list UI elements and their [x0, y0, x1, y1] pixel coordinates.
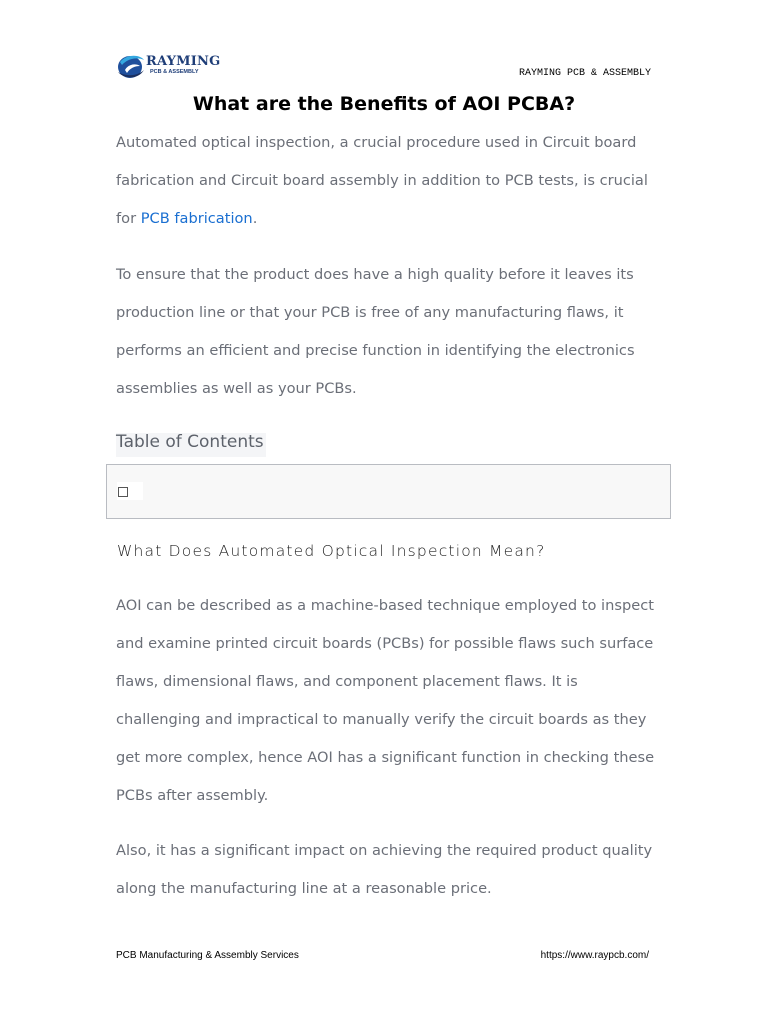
section-heading: What Does Automated Optical Inspection Mean? — [117, 542, 546, 560]
intro-paragraph — [116, 124, 656, 238]
intro-text: Automated optical inspection, a crucial procedure used in Circuit board fabrication and Circuit board assembly in addition to PCB tests, is crucial for — [116, 134, 648, 227]
quality-paragraph: To ensure that the product does have a high quality before it leaves its production line or that your PCB is free of any manufacturing flaws, it performs an efficient and precise function in identifying the electronics assemblies as well as your PCBs. — [116, 266, 635, 397]
rayming-logo-icon — [116, 52, 146, 80]
pcb-fabrication-link[interactable]: PCB fabrication — [140, 210, 253, 227]
quality-impact-paragraph: Also, it has a significant impact on achieving the required product quality along the manufacturing line at a reasonable price. — [116, 842, 653, 897]
toc-toggle-checkbox-icon[interactable] — [118, 487, 128, 497]
footer-services: PCB Manufacturing & Assembly Services — [116, 950, 299, 961]
page-title: What are the Benefits of AOI PCBA? — [192, 93, 576, 115]
toc-heading: Table of Contents — [116, 432, 264, 452]
toc-toggle[interactable] — [117, 482, 143, 500]
aoi-description-paragraph: AOI can be described as a machine-based technique employed to inspect and examine printed circuit boards (PCBs) for possible flaws such surface flaws, dimensional flaws, and component placement flaws. It is challenging and impractical to manually verify the circuit boards as they get more complex, hence AOI has a significant function in checking these PCBs after assembly. — [116, 597, 655, 804]
rayming-logo — [116, 50, 221, 82]
logo-tagline: PCB & ASSEMBLY — [150, 69, 199, 75]
footer-url-link[interactable]: https://www.raypcb.com/ — [540, 950, 649, 961]
header-company-name: RAYMING PCB & ASSEMBLY — [518, 68, 651, 79]
table-of-contents-box — [106, 464, 671, 519]
logo-name: RAYMING — [146, 54, 221, 69]
intro-period: . — [252, 210, 258, 227]
